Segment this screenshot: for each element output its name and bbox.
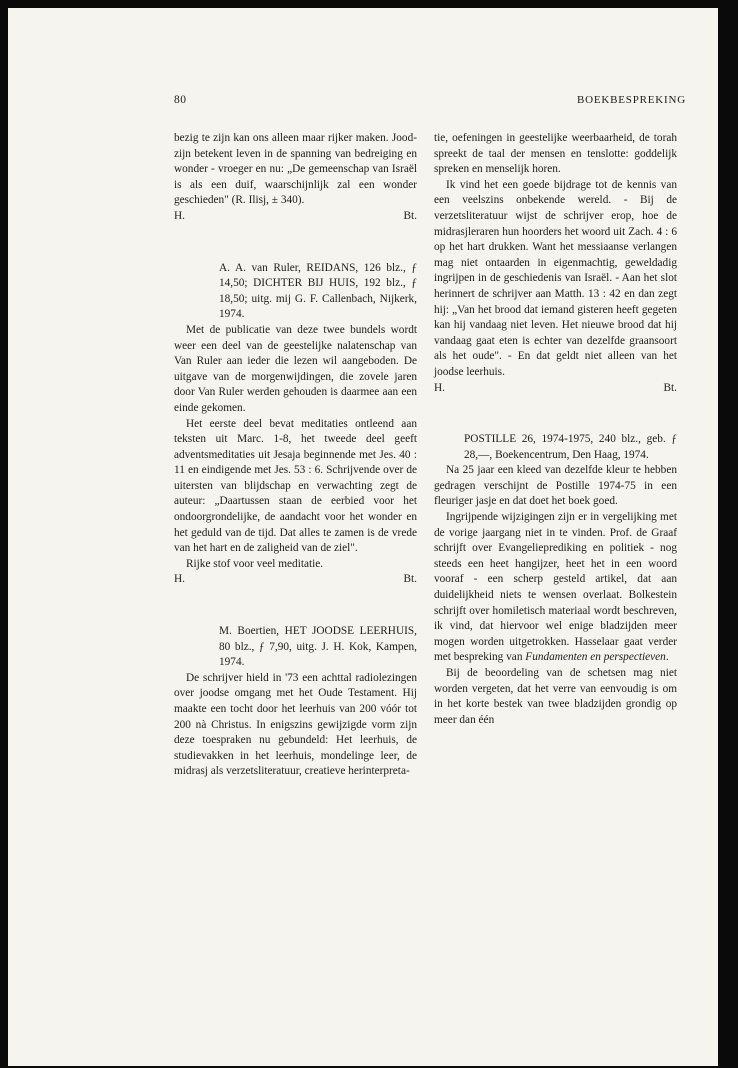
signature-initial: H. xyxy=(174,573,185,586)
continued-paragraph: tie, oefeningen in geestelijke weerbaarheid, de torah spreekt de taal der mensen en tenslotte: goddelijk spreken en menselijk horen. xyxy=(434,132,677,176)
book-page xyxy=(8,8,718,1066)
signature-author: Bt. xyxy=(663,381,677,394)
review-paragraph: Met de publicatie van deze twee bundels wordt weer een deel van de geestelijke nalatenschap van Van Ruler aan ieder die lezen wil aangeboden. De uitgave van de morgenwijdingen, die zovele jaren door Van Ruler werden gehouden is daarmee aan een einde gekomen. xyxy=(174,323,417,414)
signature-author: Bt. xyxy=(403,209,417,222)
page-number: 80 xyxy=(174,94,187,106)
left-column xyxy=(174,131,417,780)
review-paragraph: Bij de beoordeling van de schetsen mag niet worden vergeten, dat het verre van eenvoudig is om in het korte bestek van twee bladzijden grondig op meer dan één xyxy=(434,667,677,726)
review-text: Ingrijpende wijzigingen zijn er in vergelijking met de vorige jaargang niet in te vinden. Prof. de Graaf schrijft over Evangelieprediking en politiek - nog steeds een heet hangijzer, heet het in een woord vooraf - een scherp gesteld artikel, dat aan duidelijkheid niets te wensen overlaat. Bolkestein schrijft over homiletisch materiaal wordt beschreven, ik vind, dat hiervoor wel enige bladzijden meer mogen worden uitgetrokken. Hasselaar gaat verder met bespreking van xyxy=(434,511,677,664)
book-title-italic: Fundamenten en perspectieven xyxy=(525,651,666,664)
review-paragraph: Na 25 jaar een kleed van dezelfde kleur te hebben gedragen verschijnt de Postille 1974-75 in een fleuriger jasje en dat doet het boek goed. xyxy=(434,464,677,508)
running-header: BOEKBESPREKING xyxy=(577,94,686,106)
review-paragraph: Het eerste deel bevat meditaties ontleend aan teksten uit Marc. 1-8, het tweede deel geeft adventsmeditaties uit Jesaja beginnende met Jes. 40 : 11 en eindigende met Jes. 53 : 6. Schrijvende over de uitersten van blijdschap en verwachting zegt de auteur: „Daartussen staan de eerbied voor het ondoorgrondelijke, de aandacht voor het wonder en het geduld van de tijd. Dat alles te zamen is de vrede van het hart en de zaligheid van de ziel". xyxy=(174,417,417,555)
review-paragraph: De schrijver hield in '73 een achttal radiolezingen over joodse omgang met het Oude Testament. Hij maakte een tocht door het leerhuis van 200 vóór tot 200 nà Christus. In enigszins gewijzigde vorm zijn deze toespraken nu gebundeld: Het leerhuis, de studievakken in het leerhuis, mondelinge leer, de midrasj als verzetsliteratuur, creatieve herinterpreta- xyxy=(174,671,417,778)
review-paragraph: Rijke stof voor veel meditatie. xyxy=(186,557,324,570)
review-paragraph xyxy=(434,510,677,666)
continued-paragraph: bezig te zijn kan ons alleen maar rijker maken. Jood-zijn betekent leven in de spanning van bedreiging en wonder - vroeger en nu: „De gemeenschap van Israël is als een duif, waarschijnlijk zal een wonder geschieden" (R. Ilisj, ± 340). xyxy=(174,132,417,207)
review-heading-postille: POSTILLE 26, 1974-1975, 240 blz., geb. ƒ 28,—, Boekencentrum, Den Haag, 1974. xyxy=(464,433,677,461)
right-column xyxy=(434,131,677,728)
signature-line xyxy=(174,209,417,225)
signature-initial: H. xyxy=(434,381,445,394)
signature-author: Bt. xyxy=(403,573,417,586)
signature-initial: H. xyxy=(174,209,185,222)
review-paragraph: Ik vind het een goede bijdrage tot de kennis van een veelszins onbekende wereld. - Bij de verzetsliteratuur wijst de schrijver erop, hoe de midrasjleraren hun hoorders het woord uit Zach. 4 : 6 op het hart drukken. Want het messiaanse verlangen mag niet ontaarden in eigenmachtig, geweldadig ingrijpen in de geschiedenis van Israël. - Aan het slot herinnert de schrijver aan Matth. 13 : 42 en dan zegt hij: „Van het brood dat iemand gisteren heeft gegeten kan hij vandaag niet leven. Het nieuwe brood dat hij vandaag gaat eten is echter van dezelfde graansoort als het oude". - En dat geldt niet alleen van het joodse leerhuis. xyxy=(434,178,677,378)
review-text: . xyxy=(665,651,669,664)
review-heading-joodse-leerhuis: M. Boertien, HET JOODSE LEERHUIS, 80 blz., ƒ 7,90, uitg. J. H. Kok, Kampen, 1974. xyxy=(219,625,417,669)
review-heading-reidans: A. A. van Ruler, REIDANS, 126 blz., ƒ 14,50; DICHTER BIJ HUIS, 192 blz., ƒ 18,50; uitg. mij G. F. Callenbach, Nijkerk, 1974. xyxy=(219,261,417,321)
signature-line xyxy=(434,381,677,397)
signature-line xyxy=(174,572,417,588)
